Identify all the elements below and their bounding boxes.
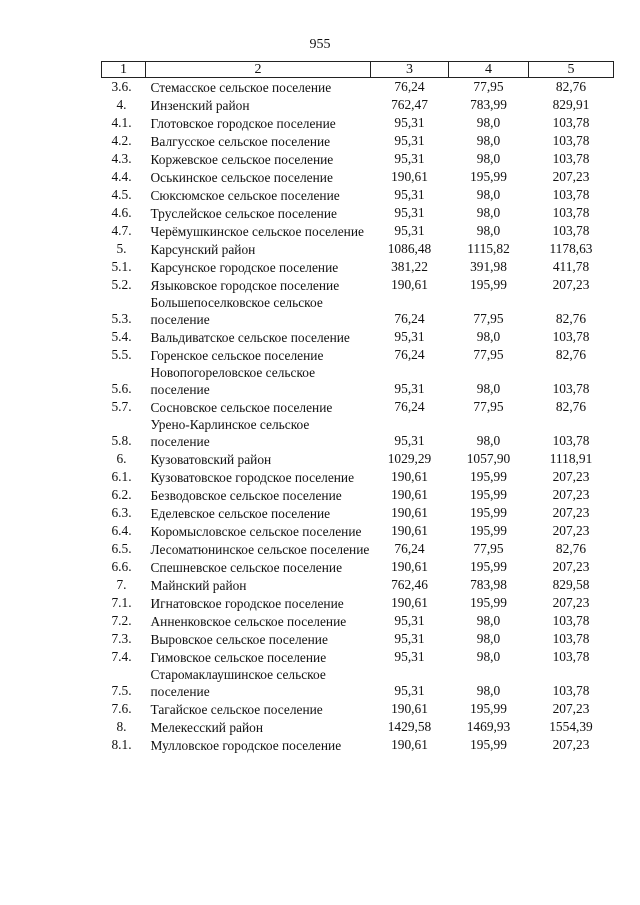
table-row [102, 576, 614, 594]
row-value-col3: 95,31 [394, 683, 425, 698]
row-value-col5: 103,78 [552, 115, 590, 130]
row-value-col3: 1086,48 [387, 241, 432, 256]
row-value-col3: 76,24 [394, 79, 425, 94]
table-row [102, 416, 614, 450]
row-number: 5.7. [111, 399, 132, 414]
table-row [102, 328, 614, 346]
row-value-col3: 76,24 [394, 541, 425, 556]
table-row [102, 648, 614, 666]
row-name: Еделевское сельское поселение [150, 506, 331, 521]
row-value-col5: 207,23 [552, 505, 590, 520]
table-row [102, 594, 614, 612]
row-value-col4: 98,0 [476, 115, 501, 130]
table-row [102, 486, 614, 504]
row-value-col4: 195,99 [470, 487, 507, 502]
row-value-col4: 98,0 [476, 683, 501, 698]
row-name: Карсунское городское поселение [150, 260, 339, 275]
row-value-col4: 98,0 [476, 187, 501, 202]
row-name: Стемасское сельское поселение [150, 80, 332, 95]
table-row [102, 276, 614, 294]
row-number: 4.5. [111, 187, 132, 202]
table-row [102, 346, 614, 364]
row-number: 4.6. [111, 205, 132, 220]
row-name: Старомаклаушинское сельское поселение [150, 667, 326, 699]
row-value-col5: 207,23 [552, 737, 590, 752]
row-value-col3: 95,31 [394, 187, 425, 202]
row-number: 7.1. [111, 595, 132, 610]
row-value-col5: 207,23 [552, 701, 590, 716]
table-row [102, 700, 614, 718]
table-row [102, 612, 614, 630]
row-value-col3: 76,24 [394, 347, 425, 362]
row-value-col3: 95,31 [394, 329, 425, 344]
row-value-col3: 190,61 [391, 277, 428, 292]
row-value-col3: 95,31 [394, 133, 425, 148]
row-name: Кузоватовский район [150, 452, 272, 467]
row-number: 6.1. [111, 469, 132, 484]
row-value-col3: 190,61 [391, 469, 428, 484]
row-name: Сосновское сельское поселение [150, 400, 333, 415]
row-value-col4: 98,0 [476, 133, 501, 148]
row-name: Тагайское сельское поселение [150, 702, 323, 717]
row-number: 5. [116, 241, 127, 256]
row-name: Новопогореловское сельское поселение [150, 365, 316, 397]
row-value-col5: 103,78 [552, 649, 590, 664]
row-value-col3: 1029,29 [387, 451, 432, 466]
table-row [102, 240, 614, 258]
table-row [102, 398, 614, 416]
row-value-col3: 762,47 [391, 97, 428, 112]
row-name: Большепоселковское сельское поселение [150, 295, 323, 327]
row-value-col5: 829,58 [552, 577, 590, 592]
row-value-col3: 190,61 [391, 169, 428, 184]
table-row [102, 204, 614, 222]
row-value-col4: 783,98 [470, 577, 507, 592]
row-number: 5.8. [111, 433, 132, 448]
row-number: 6.3. [111, 505, 132, 520]
row-number: 6.5. [111, 541, 132, 556]
row-value-col5: 207,23 [552, 523, 590, 538]
row-value-col4: 195,99 [470, 737, 507, 752]
row-name: Коромысловское сельское поселение [150, 524, 362, 539]
row-value-col3: 95,31 [394, 631, 425, 646]
row-value-col5: 829,91 [552, 97, 590, 112]
row-value-col3: 76,24 [394, 399, 425, 414]
table-row [102, 96, 614, 114]
row-value-col3: 95,31 [394, 151, 425, 166]
row-value-col5: 411,78 [552, 259, 590, 274]
header-col-5: 5 [529, 62, 614, 78]
row-number: 8. [116, 719, 127, 734]
row-name: Спешневское сельское поселение [150, 560, 343, 575]
row-value-col3: 190,61 [391, 595, 428, 610]
row-number: 7. [116, 577, 127, 592]
row-value-col3: 95,31 [394, 613, 425, 628]
table-row [102, 132, 614, 150]
table-row [102, 450, 614, 468]
table-row [102, 736, 614, 754]
row-name: Урено-Карлинское сельское поселение [150, 417, 310, 449]
row-value-col3: 95,31 [394, 381, 425, 396]
row-value-col4: 77,95 [473, 399, 504, 414]
table-row [102, 540, 614, 558]
row-value-col5: 207,23 [552, 277, 590, 292]
row-name: Карсунский район [150, 242, 256, 257]
table-row [102, 630, 614, 648]
row-value-col3: 190,61 [391, 737, 428, 752]
row-value-col3: 762,46 [391, 577, 428, 592]
header-col-2: 2 [146, 62, 371, 78]
row-value-col4: 195,99 [470, 701, 507, 716]
row-value-col3: 95,31 [394, 205, 425, 220]
row-name: Вальдиватское сельское поселение [150, 330, 350, 345]
row-value-col3: 190,61 [391, 701, 428, 716]
row-value-col4: 98,0 [476, 631, 501, 646]
row-name: Гимовское сельское поселение [150, 650, 327, 665]
row-value-col5: 1554,39 [549, 719, 593, 734]
row-value-col4: 98,0 [476, 223, 501, 238]
row-value-col5: 103,78 [552, 613, 590, 628]
row-value-col5: 82,76 [555, 79, 587, 94]
row-value-col4: 98,0 [476, 329, 501, 344]
row-value-col4: 391,98 [470, 259, 507, 274]
row-name: Труслейское сельское поселение [150, 206, 337, 221]
table-row [102, 222, 614, 240]
row-value-col5: 1118,91 [549, 451, 593, 466]
row-number: 8.1. [111, 737, 132, 752]
row-value-col3: 190,61 [391, 505, 428, 520]
row-value-col5: 1178,63 [549, 241, 593, 256]
row-value-col5: 103,78 [552, 133, 590, 148]
row-name: Лесоматюнинское сельское поселение [150, 542, 370, 557]
table-row [102, 666, 614, 700]
row-value-col5: 103,78 [552, 683, 590, 698]
table-row [102, 186, 614, 204]
row-value-col5: 103,78 [552, 205, 590, 220]
table-row [102, 114, 614, 132]
row-value-col4: 195,99 [470, 169, 507, 184]
row-name: Черёмушкинское сельское поселение [150, 224, 364, 239]
row-value-col4: 77,95 [473, 347, 504, 362]
page-number: 955 [309, 37, 331, 52]
row-value-col3: 76,24 [394, 311, 425, 326]
row-value-col3: 190,61 [391, 523, 428, 538]
row-value-col5: 103,78 [552, 433, 590, 448]
row-value-col4: 1469,93 [466, 719, 511, 734]
row-name: Глотовское городское поселение [150, 116, 336, 131]
row-value-col5: 207,23 [552, 595, 590, 610]
row-value-col4: 77,95 [473, 311, 504, 326]
row-name: Кузоватовское городское поселение [150, 470, 355, 485]
row-number: 5.4. [111, 329, 132, 344]
table-row [102, 522, 614, 540]
row-number: 4.4. [111, 169, 132, 184]
row-number: 4.7. [111, 223, 132, 238]
row-value-col3: 95,31 [394, 649, 425, 664]
row-value-col5: 207,23 [552, 559, 590, 574]
row-value-col3: 190,61 [391, 487, 428, 502]
header-col-3: 3 [371, 62, 449, 78]
row-value-col3: 381,22 [391, 259, 428, 274]
row-name: Анненковское сельское поселение [150, 614, 347, 629]
row-number: 5.2. [111, 277, 132, 292]
row-value-col5: 82,76 [555, 311, 587, 326]
row-value-col5: 82,76 [555, 541, 587, 556]
table-row [102, 504, 614, 522]
data-table [101, 61, 614, 754]
table-row [102, 150, 614, 168]
row-value-col4: 77,95 [473, 79, 504, 94]
row-number: 7.4. [111, 649, 132, 664]
row-name: Безводовское сельское поселение [150, 488, 342, 503]
row-number: 7.3. [111, 631, 132, 646]
row-value-col5: 82,76 [555, 347, 587, 362]
row-value-col3: 190,61 [391, 559, 428, 574]
table-header [102, 62, 614, 78]
row-value-col5: 103,78 [552, 631, 590, 646]
row-value-col5: 103,78 [552, 329, 590, 344]
table-row [102, 168, 614, 186]
row-value-col5: 103,78 [552, 151, 590, 166]
row-value-col4: 195,99 [470, 469, 507, 484]
header-col-1: 1 [102, 62, 146, 78]
row-number: 7.6. [111, 701, 132, 716]
row-name: Мулловское городское поселение [150, 738, 342, 753]
row-value-col4: 98,0 [476, 151, 501, 166]
row-value-col4: 195,99 [470, 595, 507, 610]
row-value-col4: 98,0 [476, 381, 501, 396]
row-value-col4: 195,99 [470, 559, 507, 574]
row-number: 4.2. [111, 133, 132, 148]
row-name: Выровское сельское поселение [150, 632, 328, 647]
table-row [102, 558, 614, 576]
row-number: 5.1. [111, 259, 132, 274]
table-row [102, 468, 614, 486]
row-number: 5.6. [111, 381, 132, 396]
row-name: Сюксюмское сельское поселение [150, 188, 340, 203]
row-name: Языковское городское поселение [150, 278, 340, 293]
row-value-col3: 95,31 [394, 115, 425, 130]
row-value-col5: 103,78 [552, 187, 590, 202]
table-row [102, 78, 614, 97]
row-name: Горенское сельское поселение [150, 348, 324, 363]
row-value-col3: 95,31 [394, 223, 425, 238]
row-name: Инзенский район [150, 98, 250, 113]
table-row [102, 364, 614, 398]
row-value-col4: 98,0 [476, 613, 501, 628]
row-value-col3: 1429,58 [387, 719, 432, 734]
row-number: 6.2. [111, 487, 132, 502]
row-value-col5: 207,23 [552, 169, 590, 184]
row-value-col4: 98,0 [476, 649, 501, 664]
row-value-col4: 1057,90 [466, 451, 511, 466]
row-value-col4: 77,95 [473, 541, 504, 556]
row-value-col4: 195,99 [470, 277, 507, 292]
table-row [102, 258, 614, 276]
row-value-col4: 1115,82 [467, 241, 510, 256]
row-number: 6. [116, 451, 127, 466]
table-body [102, 78, 614, 755]
row-value-col5: 207,23 [552, 487, 590, 502]
row-value-col5: 207,23 [552, 469, 590, 484]
row-value-col4: 98,0 [476, 433, 501, 448]
row-number: 4.1. [111, 115, 132, 130]
row-name: Игнатовское городское поселение [150, 596, 344, 611]
row-value-col4: 195,99 [470, 523, 507, 538]
row-value-col4: 195,99 [470, 505, 507, 520]
row-value-col3: 95,31 [394, 433, 425, 448]
table-row [102, 294, 614, 328]
row-value-col5: 103,78 [552, 381, 590, 396]
row-value-col5: 82,76 [555, 399, 587, 414]
row-value-col4: 98,0 [476, 205, 501, 220]
row-number: 6.4. [111, 523, 132, 538]
row-name: Мелекесский район [150, 720, 263, 735]
row-number: 5.5. [111, 347, 132, 362]
row-name: Майнский район [150, 578, 247, 593]
row-name: Оськинское сельское поселение [150, 170, 333, 185]
row-number: 7.2. [111, 613, 132, 628]
row-value-col4: 783,99 [470, 97, 507, 112]
row-number: 7.5. [111, 683, 132, 698]
row-number: 4.3. [111, 151, 132, 166]
row-number: 5.3. [111, 311, 132, 326]
row-name: Коржевское сельское поселение [150, 152, 334, 167]
row-number: 6.6. [111, 559, 132, 574]
header-col-4: 4 [449, 62, 529, 78]
table-row [102, 718, 614, 736]
row-number: 4. [116, 97, 127, 112]
row-value-col5: 103,78 [552, 223, 590, 238]
row-name: Валгусское сельское поселение [150, 134, 331, 149]
row-number: 3.6. [111, 79, 132, 94]
